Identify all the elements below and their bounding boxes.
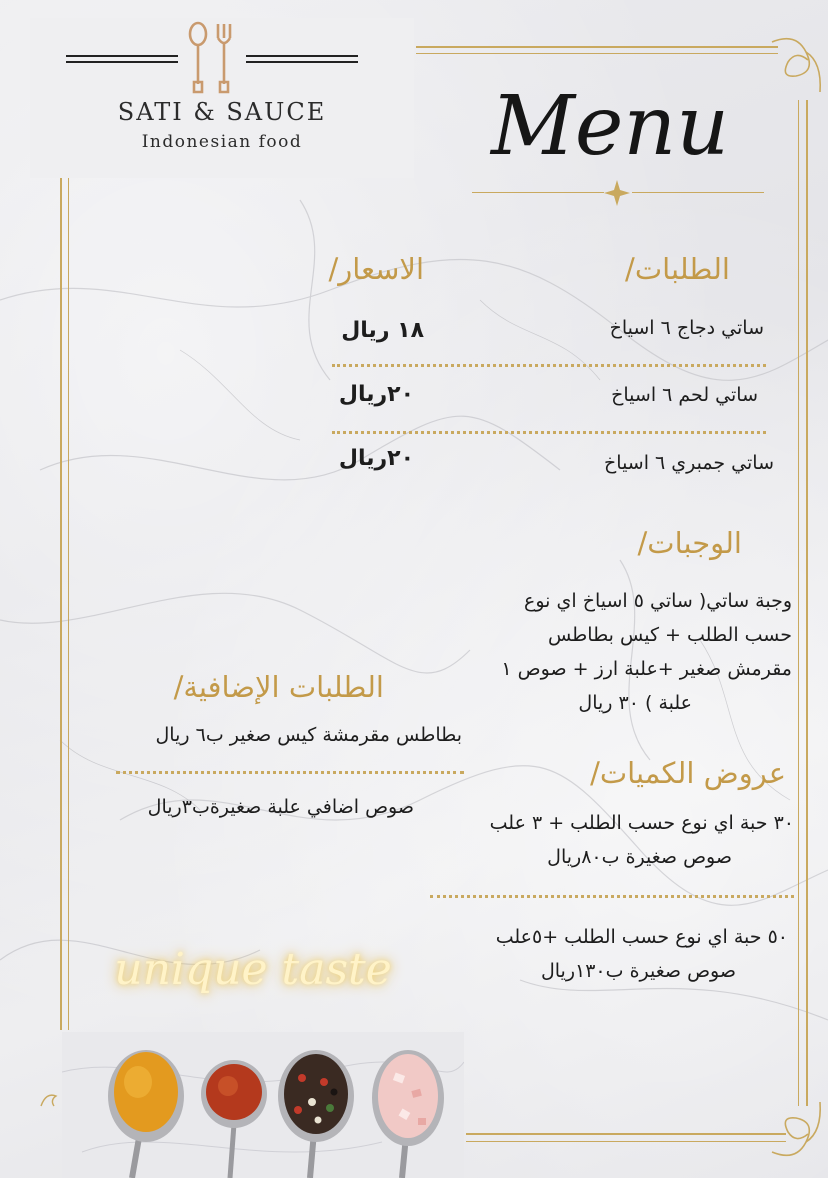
extras-heading: الطلبات الإضافية/: [173, 670, 384, 704]
extra-item: صوص اضافي علبة صغيرةب٣ريال: [147, 796, 414, 818]
corner-ornament-icon: [766, 32, 826, 102]
small-ornament-icon: [38, 1090, 60, 1110]
menu-title: Menu: [490, 79, 730, 174]
meals-heading: الوجبات/: [637, 526, 742, 560]
spoon-icon: [190, 23, 206, 92]
bulk-offers-heading: عروض الكميات/: [590, 756, 786, 790]
dotted-divider: [332, 364, 766, 367]
meal-line: حسب الطلب + كيس بطاطس: [547, 624, 792, 646]
dotted-divider: [430, 895, 794, 898]
order-item-price: ١٨ ريال: [341, 318, 424, 343]
dotted-divider: [332, 431, 766, 434]
order-item-name: ساتي دجاج ٦ اسياخ: [609, 317, 764, 339]
offer-line: صوص صغيرة ب١٣٠ريال: [540, 960, 736, 982]
sparkle-star-icon: [604, 180, 630, 206]
spice-spoons-image: [62, 1032, 464, 1178]
spoon-fork-logo: [184, 20, 240, 96]
order-item-price: ٢٠ريال: [338, 446, 414, 471]
title-rule-right: [632, 192, 764, 193]
title-rule-left: [472, 192, 604, 193]
frame-top-inner: [416, 53, 778, 54]
logo-rule-left-bottom: [66, 61, 178, 63]
offer-line: ٥٠ حبة اي نوع حسب الطلب +٥علب: [495, 926, 788, 948]
slogan: unique taste: [114, 944, 392, 995]
prices-heading: الاسعار/: [328, 252, 424, 286]
meal-description: [372, 584, 792, 720]
meal-line: وجبة ساتي( ساتي ٥ اسياخ اي نوع: [524, 590, 792, 612]
meal-line: مقرمش صغير +علبة ارز + صوص ١: [501, 658, 792, 680]
brand-tagline: Indonesian food: [141, 132, 303, 152]
bulk-offer: [434, 806, 794, 874]
offer-line: ٣٠ حبة اي نوع حسب الطلب + ٣ علب: [489, 812, 794, 834]
brand-name: SATI & SAUCE: [117, 98, 327, 126]
bulk-offer: [428, 920, 788, 988]
dotted-divider: [116, 771, 464, 774]
orders-heading: الطلبات/: [625, 252, 730, 286]
logo-rule-right-bottom: [246, 61, 358, 63]
corner-ornament-icon: [766, 1096, 826, 1162]
frame-right-inner: [798, 100, 799, 1106]
logo-rule-right-top: [246, 55, 358, 57]
extra-item: بطاطس مقرمشة كيس صغير ب٦ ريال: [155, 724, 462, 746]
frame-left-inner: [68, 178, 69, 1030]
order-item-name: ساتي جمبري ٦ اسياخ: [604, 452, 774, 474]
frame-right-outer: [806, 100, 808, 1106]
frame-top-outer: [416, 46, 778, 48]
order-item-price: ٢٠ريال: [338, 382, 414, 407]
meal-line: علبة ) ٣٠ ريال: [578, 692, 692, 714]
frame-left-outer: [60, 178, 62, 1030]
order-item-name: ساتي لحم ٦ اسياخ: [611, 384, 758, 406]
offer-line: صوص صغيرة ب٨٠ريال: [547, 846, 732, 868]
logo-rule-left-top: [66, 55, 178, 57]
frame-bottom-inner: [466, 1141, 786, 1142]
frame-bottom-outer: [466, 1133, 786, 1135]
fork-icon: [218, 24, 230, 92]
